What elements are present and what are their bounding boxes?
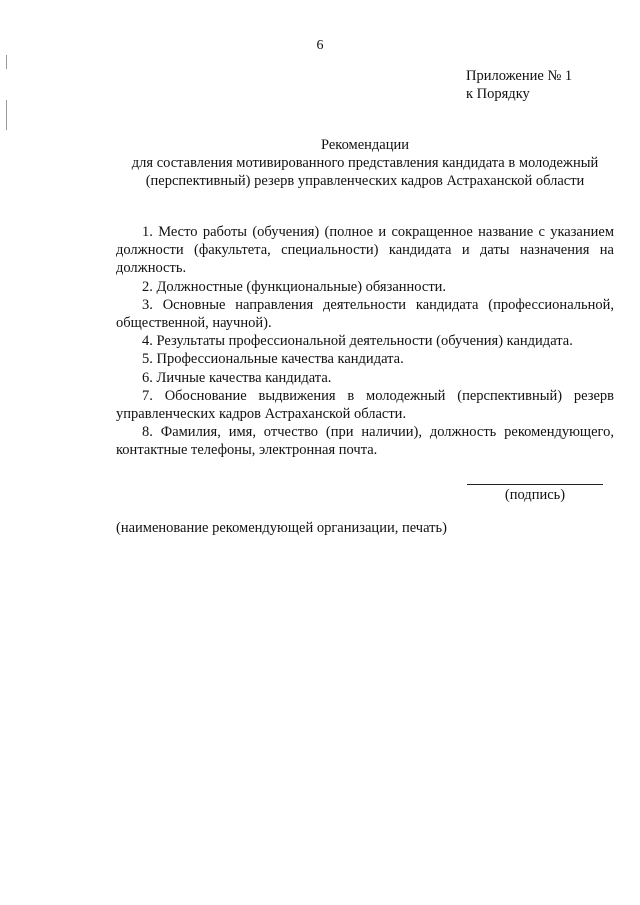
list-item: 5. Профессиональные качества кандидата. xyxy=(142,351,404,368)
appendix-reference xyxy=(466,67,572,103)
list-item: 7. Обоснование выдвижения в молодежный (перспективный) резерв управленческих кадров Астраханской области. xyxy=(116,387,614,423)
list-item: 3. Основные направления деятельности кандидата (профессиональной, общественной, научной). xyxy=(116,296,614,332)
signature-line xyxy=(467,484,603,485)
document-header xyxy=(100,136,630,190)
page-number: 6 xyxy=(316,38,324,53)
document-title: Рекомендации xyxy=(320,137,410,153)
organization-caption: (наименование рекомендующей организации, печать) xyxy=(116,520,447,536)
recommendation-list xyxy=(116,223,614,460)
list-item: 8. Фамилия, имя, отчество (при наличии), должность рекомендующего, контактные телефоны, электронная почта. xyxy=(116,424,614,459)
scan-artifact xyxy=(6,55,7,69)
appendix-line: Приложение № 1 xyxy=(466,68,573,84)
document-subtitle: для составления мотивированного представления кандидата в молодежный xyxy=(131,155,599,171)
list-item: 1. Место работы (обучения) (полное и сокращенное название с указанием должности (факультета, специальности) кандидата и даты назначения на должность. xyxy=(116,224,614,277)
list-item: 4. Результаты профессиональной деятельности (обучения) кандидата. xyxy=(142,333,573,350)
document-subtitle: (перспективный) резерв управленческих кадров Астраханской области xyxy=(145,173,585,189)
list-item: 2. Должностные (функциональные) обязанности. xyxy=(142,278,447,295)
signature-caption: (подпись) xyxy=(504,487,566,503)
scan-artifact xyxy=(6,100,7,130)
appendix-line: к Порядку xyxy=(466,86,530,102)
list-item: 6. Личные качества кандидата. xyxy=(142,369,332,386)
